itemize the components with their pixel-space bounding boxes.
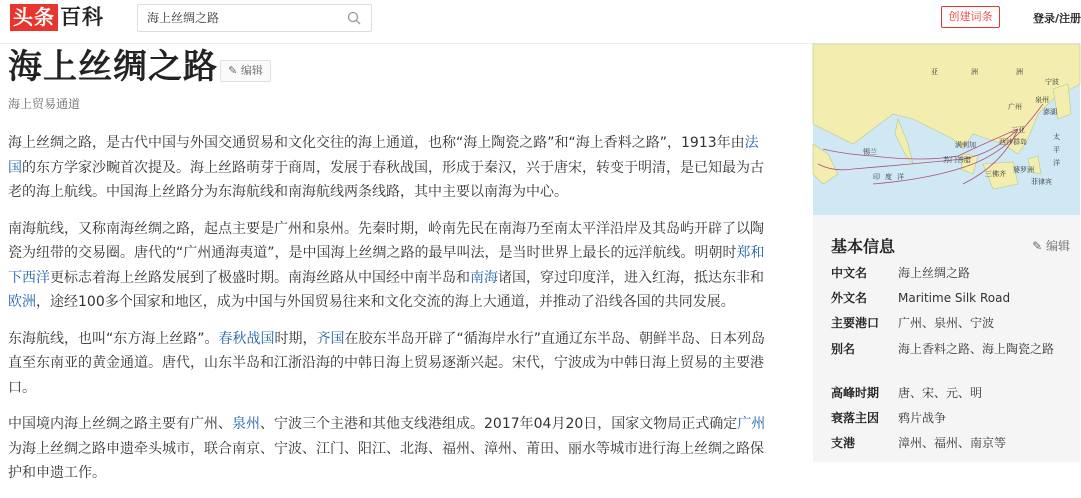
info-value: 唐、宋、元、明 xyxy=(898,386,983,400)
top-header xyxy=(0,0,1080,37)
info-row xyxy=(831,433,1076,454)
article-text: 南海航线，又称南海丝绸之路，起点主要是广州和泉州。先秦时期，岭南先民在南海乃至南太平洋沿岸及其岛屿开辟了以陶瓷为纽带的交易圈。唐代的“广州通海夷道”，是中国海上丝绸之路的最早叫法，是当时世界上最长的远洋航线。明朝时 xyxy=(8,220,764,261)
logo-toutiao: 头条 xyxy=(10,4,58,31)
site-logo[interactable] xyxy=(10,4,104,31)
login-register-link[interactable]: 登录/注册 xyxy=(1033,12,1081,25)
info-row xyxy=(831,383,1076,404)
article-body xyxy=(8,131,768,498)
search-input[interactable]: 海上丝绸之路 xyxy=(147,11,220,25)
article-text: 更标志着海上丝路发展到了极盛时期。南海丝路从中国经中南半岛和 xyxy=(50,269,470,286)
map-label: 洋 xyxy=(897,174,904,181)
map-label: 三佛齐 xyxy=(985,171,1006,178)
article-link[interactable]: 齐国 xyxy=(316,330,345,347)
info-row xyxy=(831,263,1076,284)
map-label: 苏门答腊 xyxy=(943,157,971,164)
info-edit-button[interactable] xyxy=(1032,237,1070,254)
map-label: 三亚 xyxy=(1011,127,1025,134)
map-label: 婆罗洲 xyxy=(1013,167,1034,174)
map-label: 平 xyxy=(1053,147,1060,154)
map-label: 满剌加 xyxy=(955,142,976,149)
info-label: 别名 xyxy=(831,342,856,356)
info-value: 海上香料之路、海上陶瓷之路 xyxy=(898,342,1055,356)
info-row xyxy=(831,313,1076,334)
page-title: 海上丝绸之路 xyxy=(8,47,218,87)
article-text: 诸国，穿过印度洋，进入红海，抵达东非和 xyxy=(498,269,764,286)
article-text: 在胶东半岛开辟了“循海岸水行”直通辽东半岛、朝鲜半岛、日本列岛直至东南亚的黄金通道。唐代，山东半岛和江浙沿海的中韩日海上贸易逐渐兴起。宋代，宁波成为中韩日海上贸易的主要港口。 xyxy=(8,330,766,396)
article-link[interactable]: 南海 xyxy=(470,269,498,286)
info-title: 基本信息 xyxy=(831,237,896,256)
article-text: 中国境内海上丝绸之路主要有广州、 xyxy=(8,416,232,432)
article-paragraph xyxy=(8,412,768,486)
info-edit-label: 编辑 xyxy=(1045,239,1070,253)
info-row xyxy=(831,288,1076,309)
edit-button[interactable] xyxy=(220,60,271,82)
map-label: 泉州 xyxy=(1035,97,1049,104)
map-label: 印 xyxy=(873,174,880,181)
info-value: Maritime Silk Road xyxy=(898,291,1011,305)
article-link[interactable]: 法国 xyxy=(8,135,759,176)
info-value: 鸦片战争 xyxy=(898,411,947,425)
create-entry-button[interactable]: 创建词条 xyxy=(941,6,1000,28)
map-label: 洋 xyxy=(1053,160,1060,167)
article-text: 为海上丝绸之路申遗牵头城市，联合南京、宁波、江门、阳江、北海、福州、漳州、莆田、丽水等城市进行海上丝绸之路保护和申遗工作。 xyxy=(8,440,764,481)
pencil-icon: ✎ xyxy=(1032,239,1043,253)
article-link[interactable]: 泉州 xyxy=(232,416,260,432)
search-icon[interactable] xyxy=(347,11,361,25)
article-paragraph xyxy=(8,217,768,315)
route-map xyxy=(813,44,1080,215)
article-text: ，途经100多个国家和地区，成为中国与外国贸易往来和文化交流的海上大通道，并推动了沿线各国的共同发展。 xyxy=(36,294,735,310)
route-map-image[interactable] xyxy=(813,44,1080,215)
info-label: 主要港口 xyxy=(831,316,880,330)
article-text: 东海航线，也叫“东方海上丝路”。 xyxy=(8,330,219,347)
info-label: 支港 xyxy=(831,436,856,450)
info-label: 高峰时期 xyxy=(831,386,880,400)
info-row xyxy=(831,408,1076,429)
map-label: 澎湖 xyxy=(1043,109,1057,116)
article-text: 、宁波三个主港和其他支线港组成。2017年04月20日，国家文物局正式确定 xyxy=(260,416,738,432)
article-paragraph xyxy=(8,131,768,205)
map-label: 广州 xyxy=(1008,104,1022,111)
article-link[interactable]: 春秋战国 xyxy=(218,330,275,347)
page-subtitle: 海上贸易通道 xyxy=(8,97,81,111)
article-text: 海上丝绸之路，是古代中国与外国交通贸易和文化交往的海上通道，也称“海上陶瓷之路”和“海上香料之路”，1913年由 xyxy=(8,135,745,151)
map-label: 亚 xyxy=(931,69,938,76)
info-value: 广州、泉州、宁波 xyxy=(898,316,995,330)
edit-label: 编辑 xyxy=(240,64,263,77)
map-label: 宁波 xyxy=(1045,79,1059,86)
info-value: 海上丝绸之路 xyxy=(898,266,971,280)
map-label: 锡兰 xyxy=(863,149,877,156)
map-label: 洲 xyxy=(1016,69,1023,76)
map-label: 度 xyxy=(885,174,892,181)
info-value: 漳州、福州、南京等 xyxy=(898,436,1007,450)
pencil-icon: ✎ xyxy=(228,64,238,77)
article-text: 的东方学家沙畹首次提及。海上丝路萌芽于商周，发展于春秋战国，形成于秦汉，兴于唐宋，转变于明清，是已知最为古老的海上航线。中国海上丝路分为东海航线和南海航线两条线路，其中主要以南海为中心。 xyxy=(8,159,764,200)
map-label: 太 xyxy=(1053,134,1060,141)
logo-baike: 百科 xyxy=(60,5,104,29)
map-label: 洲 xyxy=(971,69,978,76)
article-link[interactable]: 郑和下西洋 xyxy=(8,245,765,286)
article-paragraph xyxy=(8,327,768,401)
map-label: 西沙群岛 xyxy=(999,139,1027,146)
basic-info-panel xyxy=(813,215,1080,462)
info-label: 衰落主因 xyxy=(831,411,880,425)
article-link[interactable]: 广州 xyxy=(737,416,766,432)
article-link[interactable]: 欧洲 xyxy=(8,294,36,310)
info-row xyxy=(831,339,1076,381)
map-label: 菲律宾 xyxy=(1031,179,1052,186)
info-label: 中文名 xyxy=(831,266,868,280)
search-box[interactable] xyxy=(137,4,372,32)
article-text: 时期， xyxy=(274,330,317,347)
info-label: 外文名 xyxy=(831,291,868,305)
